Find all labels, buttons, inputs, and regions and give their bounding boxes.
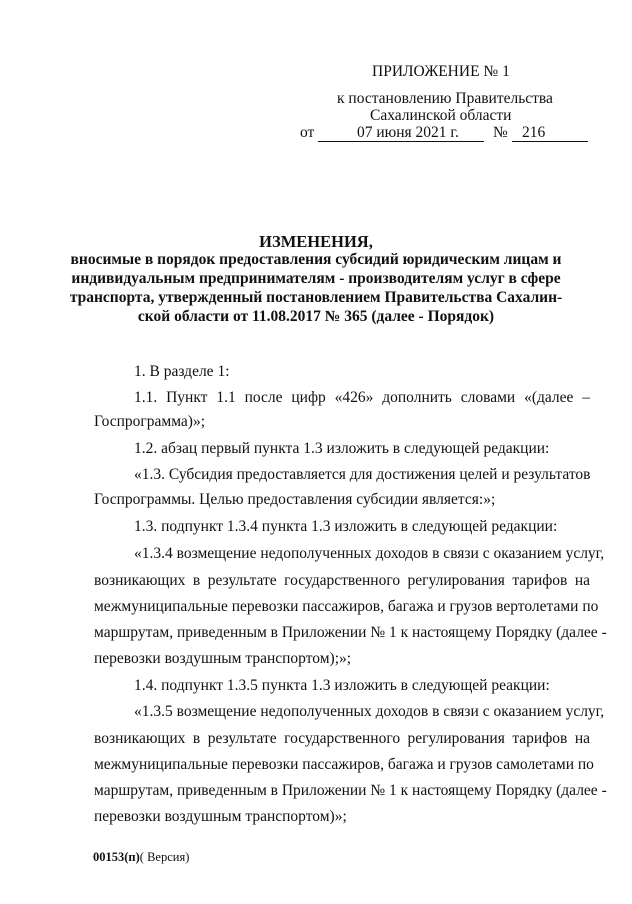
para-1-3-quote-line-2: Госпрограммы. Целью предоставления субсидии является:»; <box>94 491 496 508</box>
para-1-3-4-line-4: маршрутам, приведенным в Приложении № 1 к настоящему Порядку (далее - <box>94 624 607 641</box>
para-1-2: 1.2. абзац первый пункта 1.3 изложить в следующей редакции: <box>134 440 550 457</box>
appendix-from-label: от <box>300 124 315 141</box>
date-underline <box>318 141 484 142</box>
heading-line-4: ской области от 11.08.2017 № 365 (далее - Порядок) <box>137 308 495 325</box>
para-1-1-line-2: Госпрограмма)»; <box>94 413 206 430</box>
para-1: 1. В разделе 1: <box>134 363 230 380</box>
heading-line-3: транспорта, утвержденный постановлением Правительства Сахалин- <box>69 289 563 306</box>
para-1-1-line-1: 1.1. Пункт 1.1 после цифр «426» дополнить словами «(далее – <box>134 389 590 406</box>
appendix-date: 07 июня 2021 г. <box>357 124 459 141</box>
para-1-3-4-line-3: межмуниципальные перевозки пассажиров, багажа и грузов вертолетами по <box>94 598 599 615</box>
footer-code: 00153(п) <box>93 850 140 864</box>
appendix-number-label: № <box>493 124 508 141</box>
para-1-3-5-line-5: перевозки воздушным транспортом)»; <box>94 808 347 825</box>
appendix-region: Сахалинской области <box>370 107 512 124</box>
para-1-3: 1.3. подпункт 1.3.4 пункта 1.3 изложить в следующей редакции: <box>134 518 558 535</box>
footer <box>93 850 189 864</box>
heading-line-1: вносимые в порядок предоставления субсидий юридическим лицам и <box>70 251 562 268</box>
para-1-3-5-line-4: маршрутам, приведенным в Приложении № 1 к настоящему Порядку (далее - <box>94 782 607 799</box>
appendix-title: ПРИЛОЖЕНИЕ № 1 <box>372 63 510 80</box>
footer-version: ( Версия) <box>139 850 190 864</box>
number-underline <box>512 141 588 142</box>
heading-title: ИЗМЕНЕНИЯ, <box>259 232 373 251</box>
para-1-3-5-line-1: «1.3.5 возмещение недополученных доходов в связи с оказанием услуг, <box>134 703 605 720</box>
para-1-3-5-line-3: межмуниципальные перевозки пассажиров, багажа и грузов самолетами по <box>94 756 594 773</box>
appendix-number: 216 <box>522 124 546 141</box>
para-1-3-5-line-2: возникающих в результате государственного регулирования тарифов на <box>94 730 590 747</box>
appendix-resolution: к постановлению Правительства <box>337 90 553 107</box>
heading-line-2: индивидуальным предпринимателям - производителям услуг в сфере <box>71 270 561 287</box>
para-1-3-4-line-1: «1.3.4 возмещение недополученных доходов в связи с оказанием услуг, <box>134 545 605 562</box>
para-1-4: 1.4. подпункт 1.3.5 пункта 1.3 изложить в следующей реакции: <box>134 677 550 694</box>
para-1-3-4-line-2: возникающих в результате государственного регулирования тарифов на <box>94 572 590 589</box>
para-1-3-4-line-5: перевозки воздушным транспортом);»; <box>94 650 352 667</box>
para-1-3-quote-line-1: «1.3. Субсидия предоставляется для достижения целей и результатов <box>134 466 591 483</box>
